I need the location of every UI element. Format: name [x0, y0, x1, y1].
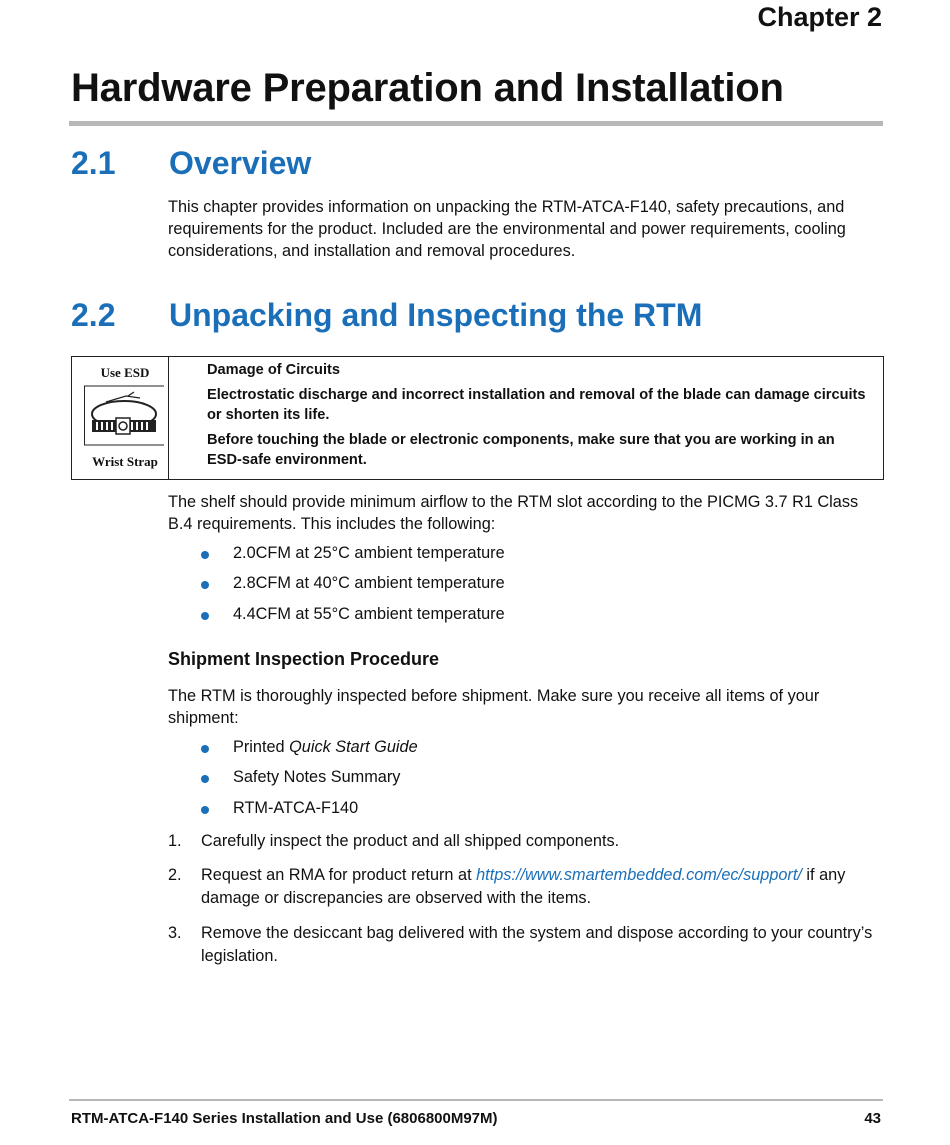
- bullet-icon: [201, 612, 209, 620]
- footer-rule: [69, 1099, 883, 1101]
- step-number: 1.: [168, 832, 182, 850]
- section-title: Overview: [169, 145, 312, 181]
- bullet-icon: [201, 551, 209, 559]
- step-text: Carefully inspect the product and all shipped components.: [201, 832, 620, 850]
- list-item-text: 2.8CFM at 40°C ambient temperature: [233, 574, 505, 592]
- step-text-suffix: if any damage or discrepancies are observed with the items.: [201, 866, 846, 907]
- bullet-icon: [201, 806, 209, 814]
- bullet-icon: [201, 745, 209, 753]
- section-number: 2.2: [71, 297, 116, 333]
- step-text-prefix: Request an RMA for product return at: [201, 866, 477, 884]
- warning-text: Before touching the blade or electronic components, make sure that you are working in an ESD-safe environment.: [207, 432, 835, 468]
- list-item-text: 4.4CFM at 55°C ambient temperature: [233, 605, 505, 623]
- chapter-title: Hardware Preparation and Installation: [71, 66, 784, 110]
- step-text: [201, 864, 881, 910]
- footer-title: RTM-ATCA-F140 Series Installation and Use (6806800M97M): [71, 1110, 498, 1127]
- bullet-icon: [201, 775, 209, 783]
- section-title: Unpacking and Inspecting the RTM: [169, 297, 703, 333]
- list-item-text: 2.0CFM at 25°C ambient temperature: [233, 544, 505, 562]
- esd-label-bottom: Wrist Strap: [92, 454, 158, 469]
- inspection-paragraph: The RTM is thoroughly inspected before shipment. Make sure you receive all items of your shipment:: [168, 687, 820, 727]
- step-text: Remove the desiccant bag delivered with the system and dispose according to your country’s legislation.: [201, 924, 873, 965]
- list-item-prefix: Printed: [233, 738, 290, 756]
- title-rule: [69, 121, 883, 126]
- bullet-icon: [201, 581, 209, 589]
- warning-text: Electrostatic discharge and incorrect installation and removal of the blade can damage circuits or shorten its life.: [207, 387, 866, 423]
- chapter-label: Chapter 2: [757, 2, 882, 32]
- esd-label-top: Use ESD: [100, 365, 150, 380]
- wrist-strap-icon: [84, 384, 166, 450]
- step-number: 2.: [168, 866, 182, 884]
- step-number: 3.: [168, 924, 182, 942]
- airflow-paragraph: The shelf should provide minimum airflow to the RTM slot according to the PICMG 3.7 R1 Class B.4 requirements. This includes the following:: [168, 493, 859, 533]
- overview-paragraph: This chapter provides information on unpacking the RTM-ATCA-F140, safety precautions, and requirements for the product. Included are the environmental and power requirements, cooling considerations, and installation and removal procedures.: [168, 198, 846, 260]
- warning-heading: Damage of Circuits: [207, 362, 340, 378]
- section-number: 2.1: [71, 145, 116, 181]
- list-item-text: [233, 738, 418, 757]
- list-item-text: Safety Notes Summary: [233, 768, 401, 786]
- support-link[interactable]: https://www.smartembedded.com/ec/support/: [476, 866, 802, 884]
- subsection-heading: Shipment Inspection Procedure: [168, 649, 440, 669]
- list-item-text: RTM-ATCA-F140: [233, 799, 359, 817]
- document-title: Quick Start Guide: [289, 738, 418, 756]
- page-number: 43: [864, 1110, 881, 1127]
